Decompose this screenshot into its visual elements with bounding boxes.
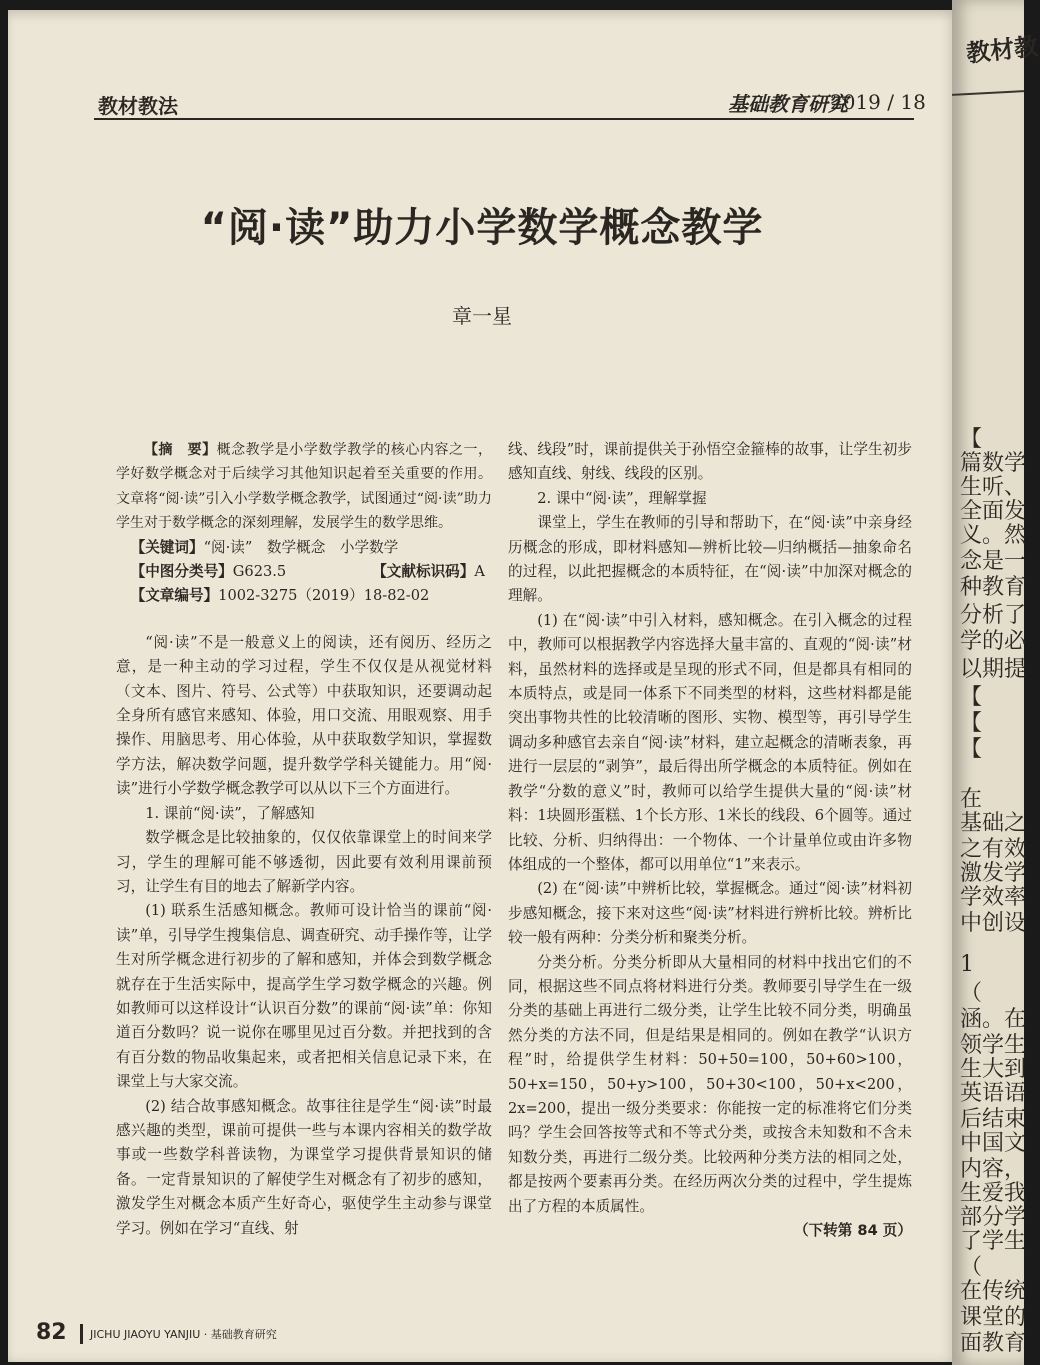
keywords-line [116,536,492,560]
adjacent-page-line: 念是一 [960,549,1027,574]
abstract [116,438,492,536]
adjacent-page-line: 种教育 [960,575,1027,600]
paragraph: “阅·读”不是一般意义上的阅读，还有阅历、经历之意，是一种主动的学习过程，学生不仅仅是从视觉材料（文本、图片、符号、公式等）中获取知识，还要调动起全身所有感官来感知、体验，用口交流、用眼观察、用手操作、用脑思考、用心体验，从中获取数学知识，掌握数学方法，解决数学问题，提升数学学科关键能力。用“阅·读”进行小学数学概念教学可以从以下三个方面进行。 [116,633,492,798]
article-author: 章一星 [452,304,512,328]
adjacent-page-line: （ [960,1255,983,1280]
right-column [508,438,912,1243]
adjacent-page-line: 学的必 [960,629,1027,654]
paragraph: (2) 结合故事感知概念。故事往往是学生“阅·读”时最感兴趣的类型，课前可提供一些与本课内容相关的数学故事或一些数学科普读物，为课堂学习提供背景知识的储备。一定背景知识的了解使学生对概念有了初步的感知，激发学生对概念本质产生好奇心，驱使学生主动参与课堂学习。例如在学习“直线、射 [116,1097,492,1237]
left-column [116,438,492,1241]
adjacent-page-line: 基础之 [960,811,1027,836]
clc-value: G623.5 [232,563,287,581]
keywords-label: 【关键词】 [130,538,204,556]
adjacent-page-line: 学效率 [960,885,1027,910]
paragraph: 数学概念是比较抽象的，仅仅依靠课堂上的时间来学习，学生的理解可能不够透彻，因此要有效利用课前预习，让学生有目的地去了解新学内容。 [116,829,492,895]
issue-number: 2019 / 18 [830,90,926,114]
keywords-value: “阅·读” 数学概念 小学数学 [203,538,399,556]
adjacent-page-line: 1 [960,952,974,977]
continued-note: （下转第 84 页） [793,1222,912,1239]
article-id-label: 【文章编号】 [130,587,219,605]
adjacent-page-line: 面教育 [960,1331,1027,1356]
adjacent-page-header: 教材教 [964,31,1040,68]
paragraph: 分类分析。分类分析即从大量相同的材料中找出它们的不同，根据这些不同点将材料进行分类。教师要引导学生在一级分类的基础上再进行二级分类，让学生比较不同分类，明确虽然分类的方法不同，但是结果是相同的。例如在教学“认识方程”时，给提供学生材料：50+50=100，50+60>100，50+x=150，50+y>100，50+30<100，50+x<200，2x=200，提出一级分类要求：你能按一定的标准将它们分类吗？学生会回答按等式和不等式分类，或按含未知数和不含未知数分类，再进行二级分类。比较两种分类方法的相同之处，都是按两个要素再分类。在经历两次分类的过程中，学生提炼出了方程的本质属性。 [508,953,912,1215]
classification-line [116,560,492,584]
paragraph: (1) 联系生活感知概念。教师可设计恰当的课前“阅·读”单，引导学生搜集信息、调查研究、动手操作等，让学生对所学概念进行初步的了解和感知，并体会到数学概念就存在于生活实际中，提高学生学习数学概念的兴趣。例如教师可以这样设计“认识百分数”的课前“阅·读”单：你知道百分数吗？说一说你在哪里见过百分数。并把找到的含有百分数的物品收集起来，或者把相关信息记录下来，在课堂上与大家交流。 [116,902,492,1091]
paragraph: 课堂上，学生在教师的引导和帮助下，在“阅·读”中亲身经历概念的形成，即材料感知—辨析比较—归纳概括—抽象命名的过程，以此把握概念的本质特征，在“阅·读”中加深对概念的理解。 [508,514,912,605]
adjacent-page-line: 全面发 [960,499,1027,524]
adjacent-header-rule [952,90,1024,96]
adjacent-page [952,0,1040,1365]
article-title: “阅·读”助力小学数学概念教学 [200,205,764,251]
adjacent-page-line: 英语语 [960,1081,1027,1106]
adjacent-page-line: 中创设 [960,911,1027,936]
adjacent-page-line: 之有效 [960,837,1027,862]
doc-value: A [474,563,485,581]
adjacent-page-line: 涵。在 [960,1007,1027,1032]
clc-label: 【中图分类号】 [130,563,233,581]
adjacent-page-line: 分析了 [960,603,1027,628]
footer-journal: JICHU JIAOYU YANJIU · 基础教育研究 [90,1328,277,1341]
paragraph: (2) 在“阅·读”中辨析比较，掌握概念。通过“阅·读”材料初步感知概念，接下来对这些“阅·读”材料进行辨析比较。辨析比较一般有两种：分类分析和聚类分析。 [508,880,912,947]
doc-label: 【文献标识码】 [372,563,475,581]
adjacent-page-line: 激发学 [960,861,1027,886]
adjacent-page-line: 中国文 [960,1131,1027,1156]
adjacent-page-line: 部分学 [960,1205,1027,1230]
adjacent-page-line: 在 [960,787,983,812]
article-id-value: 1002-3275（2019）18-82-02 [218,587,430,605]
article-id-line [116,584,492,608]
adjacent-page-line: 课堂的 [960,1305,1027,1330]
adjacent-page-line: （ [960,981,983,1006]
adjacent-page-line: 【 [960,685,983,710]
page-number: 82 [36,1320,67,1345]
adjacent-page-line: 领学生 [960,1033,1027,1058]
adjacent-page-line: 在传统 [960,1279,1027,1304]
header-rule [94,118,914,120]
section-tag: 教材教法 [98,94,178,118]
adjacent-page-line: 生爱我 [960,1181,1027,1206]
magazine-page [8,10,956,1362]
abstract-label: 【摘 要】 [144,442,217,458]
abstract-text: 概念教学是小学数学教学的核心内容之一，学好数学概念对于后续学习其他知识起着至关重要的作用。文章将“阅·读”引入小学数学概念教学，试图通过“阅·读”助力学生对于数学概念的深刻理解，发展学生的数学思维。 [116,442,492,532]
footer-divider [80,1324,83,1344]
adjacent-page-line: 内容， [960,1157,1027,1182]
adjacent-page-line: 生大到 [960,1057,1027,1082]
adjacent-page-line: 【 [960,427,983,452]
adjacent-page-line: 后结束 [960,1107,1027,1132]
adjacent-page-line: 篇数学 [960,451,1027,476]
paragraph: (1) 在“阅·读”中引入材料，感知概念。在引入概念的过程中，教师可以根据教学内容选择大量丰富的、直观的“阅·读”材料，虽然材料的选择或是呈现的形式不同，但是都具有相同的本质特点，或是同一体系下不同类型的材料，这些材料都是能突出事物共性的比较清晰的图形、实物、模型等，再引导学生调动多种感官去亲自“阅·读”材料，建立起概念的清晰表象，再进行一层层的“剥笋”，最后得出所学概念的本质特征。例如在教学“分数的意义”时，教师可以给学生提供大量的“阅·读”材料：1块圆形蛋糕、1个长方形、1米长的线段、6个圆等。通过比较、分析、归纳得出：一个物体、一个计量单位或由许多物体组成的一个整体，都可以用单位“1”来表示。 [508,611,912,873]
paragraph: 线、线段”时，课前提供关于孙悟空金箍棒的故事，让学生初步感知直线、射线、线段的区别。 [508,441,912,483]
adjacent-page-line: 【 [960,737,983,762]
adjacent-page-line: 生听、 [960,475,1027,500]
section-heading: 1. 课前“阅·读”，了解感知 [145,804,315,822]
section-heading: 2. 课中“阅·读”，理解掌握 [537,489,707,507]
adjacent-page-line: 以期提 [960,657,1027,682]
adjacent-page-line: 【 [960,711,983,736]
journal-name: 基础教育研究 [728,92,848,116]
adjacent-page-line: 了学生 [960,1229,1027,1254]
adjacent-page-line: 义。然 [960,523,1027,548]
